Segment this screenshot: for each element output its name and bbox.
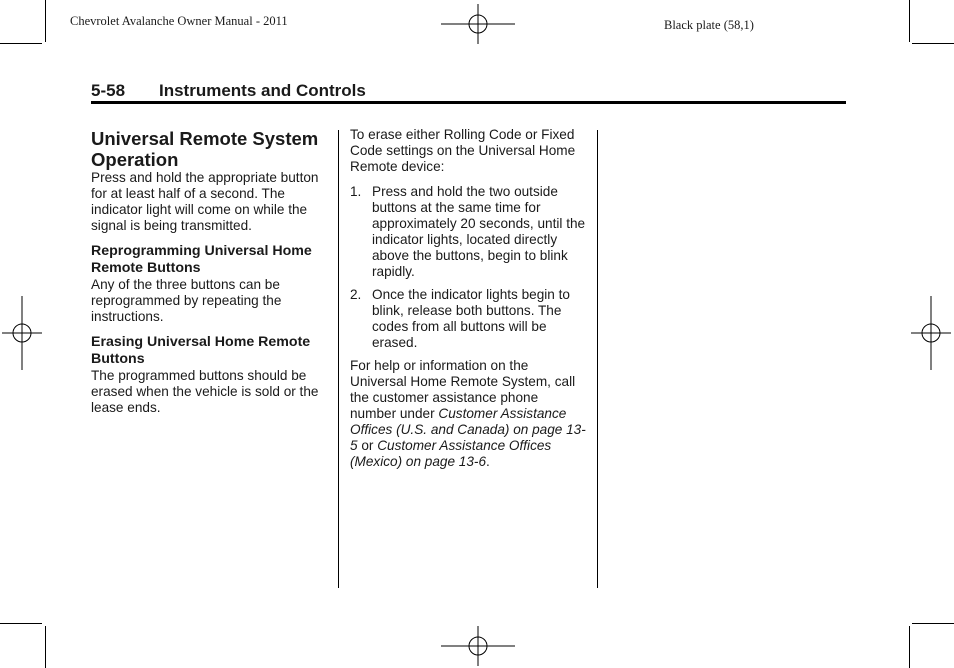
page-number: 5-58 bbox=[91, 81, 126, 100]
list-number: 2. bbox=[350, 287, 362, 302]
list-item bbox=[350, 184, 588, 280]
list-text: Press and hold the two outside buttons at the same time for approximately 20 seconds, until the indicator lights, located directly above the buttons, begin to blink rapidly. bbox=[372, 184, 586, 279]
period: . bbox=[486, 454, 490, 469]
registration-mark-right bbox=[911, 296, 951, 370]
registration-mark-bottom bbox=[441, 626, 515, 666]
section-header bbox=[91, 81, 366, 101]
registration-mark-left bbox=[2, 296, 42, 370]
crop-mark-top-right-v bbox=[909, 0, 910, 42]
list-item bbox=[350, 287, 588, 351]
section-title: Instruments and Controls bbox=[159, 81, 366, 100]
help-paragraph bbox=[350, 358, 588, 470]
section-rule bbox=[91, 101, 846, 104]
crop-mark-bottom-right-h bbox=[912, 623, 954, 624]
reprogramming-text: Any of the three buttons can be reprogrammed by repeating the instructions. bbox=[91, 277, 282, 324]
help-text: For help or information on the Universal Home Remote System, call the customer assistance phone number under bbox=[350, 358, 576, 421]
connector-text: or bbox=[361, 438, 374, 453]
subheading-reprogramming: Reprogramming Universal Home Remote Buttons bbox=[91, 243, 312, 276]
list-number: 1. bbox=[350, 184, 362, 199]
column-divider-2 bbox=[597, 130, 598, 588]
crop-mark-bottom-right-v bbox=[909, 626, 910, 668]
list-text: Once the indicator lights begin to blink, release both buttons. The codes from all buttons will be erased. bbox=[372, 287, 570, 350]
middle-column bbox=[350, 127, 588, 470]
erasing-text: The programmed buttons should be erased when the vehicle is sold or the lease ends. bbox=[91, 368, 319, 415]
intro-paragraph: Press and hold the appropriate button for at least half of a second. The indicator light will come on while the signal is being transmitted. bbox=[91, 170, 319, 233]
crop-mark-top-left-v bbox=[45, 0, 46, 42]
crop-mark-top-left-h bbox=[0, 43, 42, 44]
crop-mark-top-right-h bbox=[912, 43, 954, 44]
registration-mark-top bbox=[441, 4, 515, 44]
cross-reference-mexico[interactable]: Customer Assistance Offices (Mexico) on page 13-6 bbox=[350, 438, 552, 469]
crop-mark-bottom-left-h bbox=[0, 623, 42, 624]
column-divider-1 bbox=[338, 130, 339, 588]
crop-mark-bottom-left-v bbox=[45, 626, 46, 668]
left-column bbox=[91, 128, 331, 416]
document-title: Chevrolet Avalanche Owner Manual - 2011 bbox=[70, 14, 288, 28]
plate-label: Black plate (58,1) bbox=[664, 18, 754, 32]
main-heading: Universal Remote System Operation bbox=[91, 128, 319, 170]
subheading-erasing: Erasing Universal Home Remote Buttons bbox=[91, 334, 311, 367]
cross-reference-us-canada[interactable]: Customer Assistance Offices (U.S. and Canada) on page 13-5 bbox=[350, 406, 586, 453]
erase-intro: To erase either Rolling Code or Fixed Code settings on the Universal Home Remote device: bbox=[350, 127, 576, 174]
